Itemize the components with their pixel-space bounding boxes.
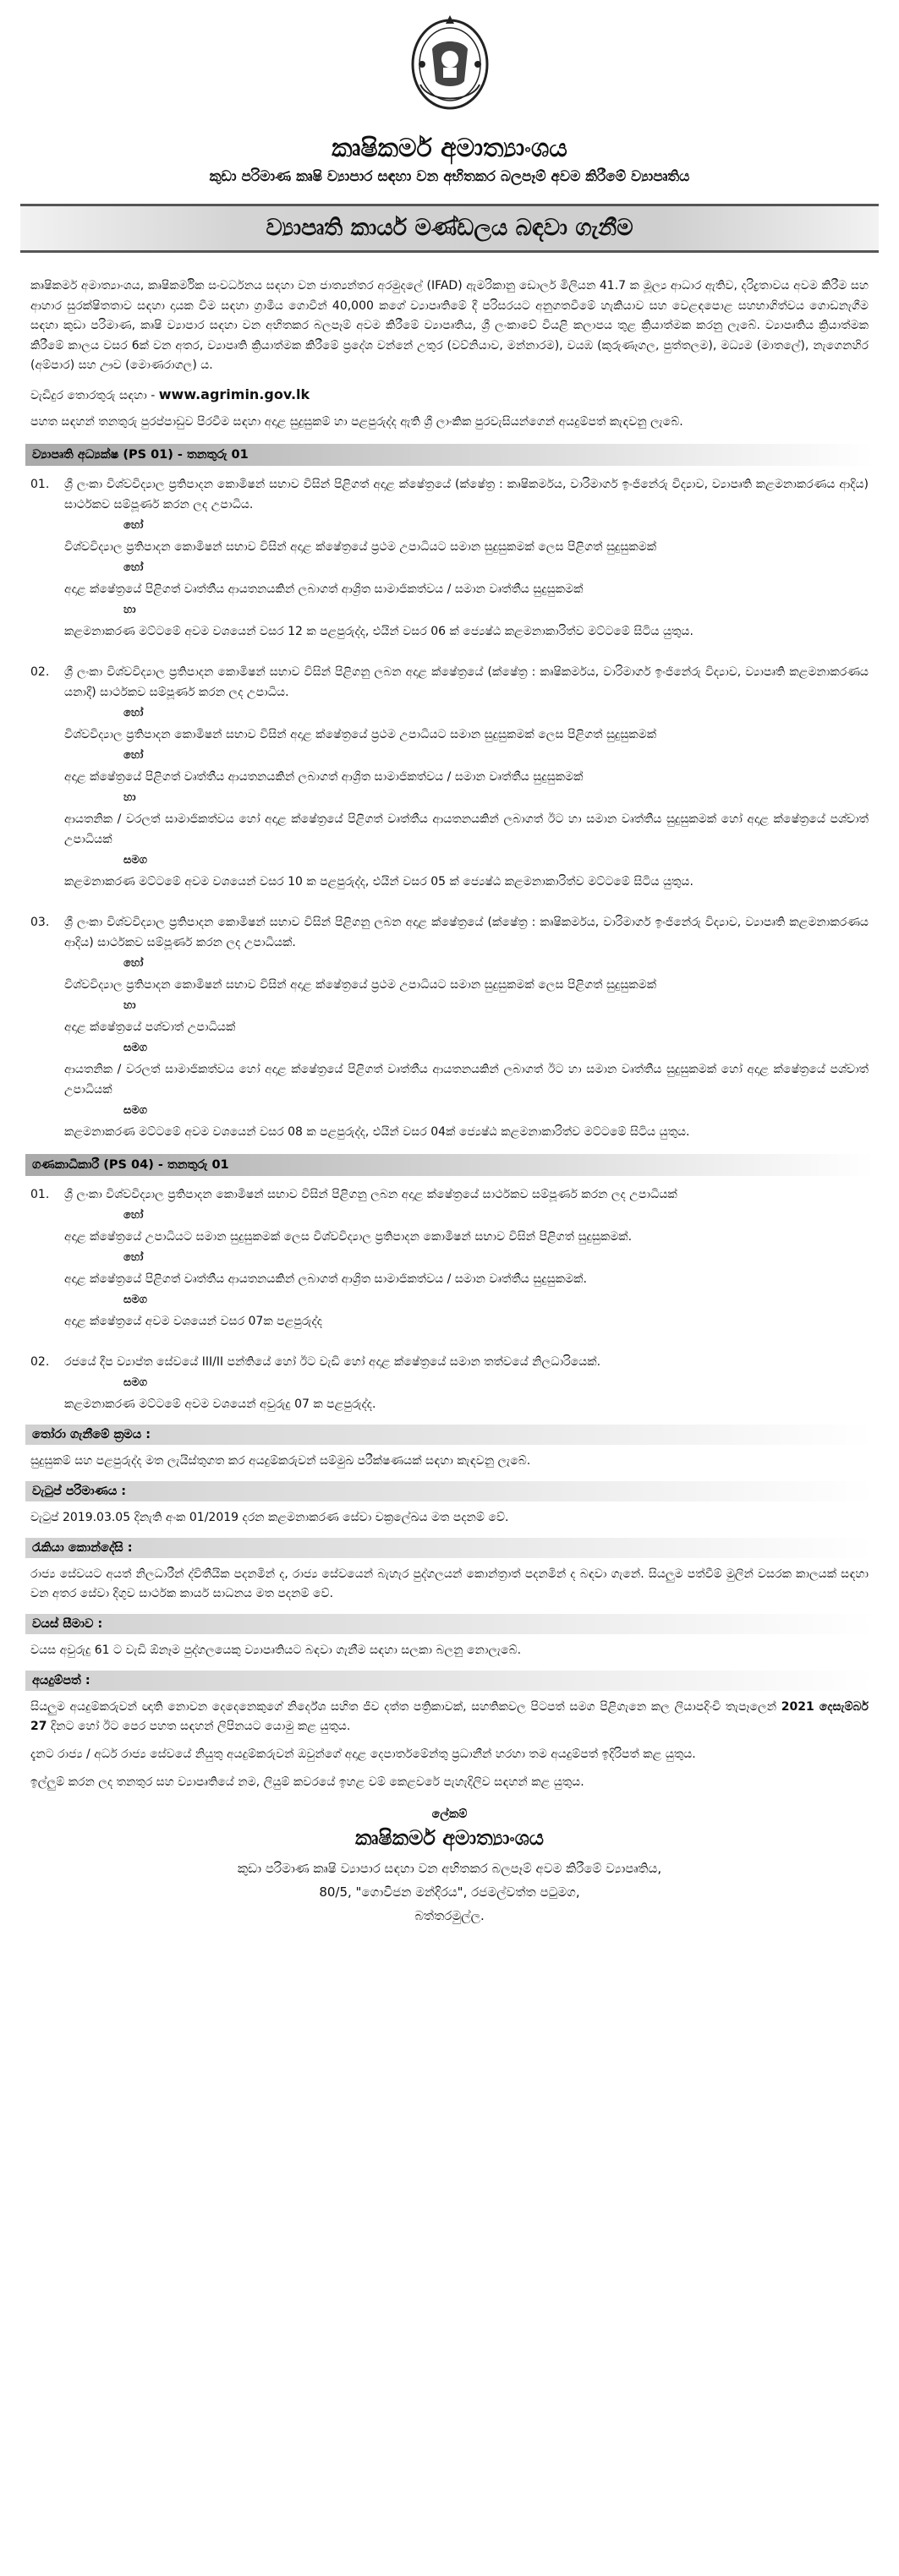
- item-line: අදාළ ක්ෂේත්‍රයේ පිළිගත් වෘත්තීය ආයතනයකින් ලබාගත් ආශ්‍රිත සාමාජිකත්වය / සමාන වෘත්තීය සුදුසුකමක්.: [64, 1272, 587, 1286]
- national-emblem-icon: [403, 8, 496, 114]
- closing-date: 2021 දෙසැම්බර් 27: [30, 1699, 869, 1733]
- ministry-title: කෘෂිකර්ම අමාත්‍යාංශය: [332, 134, 567, 163]
- conjunction: සමග: [123, 1293, 147, 1306]
- section-heading-conditions: රැකියා කොන්දේසි :: [25, 1538, 874, 1558]
- pd-qualification-1: [25, 474, 874, 642]
- recruitment-banner: ව්‍යාපෘති කාර්ය මණ්ඩලය බඳවා ගැනීම: [20, 204, 879, 253]
- section-heading-project-director: ව්‍යාපෘති අධ්‍යක්ෂ (PS 01) - තනතුරු 01: [25, 444, 874, 466]
- item-line: ආයතනික / වරලත් සාමාජිකත්වය හෝ අදාළ ක්ෂේත්‍රයේ පිළිගත් වෘත්තීය ආයතනයකින් ලබාගත් ඊට හා සමාන වෘත්තීය සුදුසුකමක් හෝ අදාළ ක්ෂේත්‍රයේ පශ්චාත් උපාධියක්: [64, 812, 869, 846]
- pd-qualification-2: [25, 662, 874, 892]
- section-heading-age: වයස් සීමාව :: [25, 1614, 874, 1634]
- selection-text: සුදුසුකම් සහ පළපුරුද්ද මත ලැයිස්තුගත කර අයදුම්කරුවන් සම්මුඛ පරීක්ෂණයක් සඳහා කැඳවනු ලැබේ.: [30, 1453, 531, 1468]
- conjunction: හෝ: [123, 956, 144, 970]
- item-line: කළමනාකරණ මට්ටමේ අවම වශයෙන් වසර 12 ක පළපුරුද්ද, එයින් වසර 06 ක් ජ්‍යෙෂ්ඨ කළමනාකාරිත්ව මට්ටමේ සිටිය යුතුය.: [64, 624, 693, 638]
- item-text: රජයේ දීප ව්‍යාප්ත සේවයේ III/II පන්තියේ හෝ ඊට වැඩි හෝ අදාළ ක්ෂේත්‍රයේ සමාන තත්වයේ නිලධාරියෙක්.: [64, 1354, 601, 1369]
- application-paragraph-2: දැනට රාජ්‍ය / අර්ධ රාජ්‍ය සේවයේ නියුතු අයදුම්කරුවන් ඔවුන්ගේ අදාළ දෙපාර්තමේන්තු ප්‍රධානීන් හරහා තම අයදුම්පත් ඉදිරිපත් කළ යුතුය.: [30, 1747, 696, 1761]
- application-text-end: දිනට හෝ ඊට පෙර පහත සඳහන් ලිපිනයට යොමු කළ යුතුය.: [47, 1719, 351, 1733]
- emblem-area: [25, 0, 874, 127]
- application-paragraph-3: ඉල්ලුම් කරන ලද තනතුර සහ ව්‍යාපෘතියේ නම, ලියුම් කවරයේ ඉහළ වම් කෙළවරේ පැහැදිලිව සඳහන් කළ යුතුය.: [30, 1775, 584, 1789]
- item-line: අදාළ ක්ෂේත්‍රයේ උපාධියට සමාන සුදුසුකමක් ලෙස විශ්වවිද්‍යාල ප්‍රතිපාදන කොමිෂන් සභාව විසින් පිළිගත් සුදුසුකමක්.: [64, 1229, 633, 1244]
- acc-qualification-2: [25, 1352, 874, 1414]
- salary-text: වැටුප් 2019.03.05 දිනැති අංක 01/2019 දරන කළමනාකරණ සේවා චක්‍රලේඛය මත පදනම් වේ.: [30, 1510, 509, 1524]
- section-heading-application: අයදුම්පත් :: [25, 1671, 874, 1691]
- item-line: අදාළ ක්ෂේත්‍රයේ පිළිගත් වෘත්තීය ආයතනයකින් ලබාගත් ආශ්‍රිත සාමාජිකත්වය / සමාන වෘත්තීය සුදුසුකමක්: [64, 582, 584, 596]
- footer-city: බත්තරමුල්ල.: [414, 1907, 485, 1923]
- item-line: අදාළ ක්ෂේත්‍රයේ පිළිගත් වෘත්තීය ආයතනයකින් ලබාගත් ආශ්‍රිත සාමාජිකත්වය / සමාන වෘත්තීය සුදුසුකමක්: [64, 769, 584, 784]
- project-title: කුඩා පරිමාණ කෘෂි ව්‍යාපාර සඳහා වන අභිතකර බලපෑම් අවම කිරීමේ ව්‍යාපෘතිය: [209, 168, 690, 185]
- conjunction: හා: [123, 790, 136, 804]
- item-line: කළමනාකරණ මට්ටමේ අවම වශයෙන් වසර 10 ක පළපුරුද්ද, එයින් වසර 05 ක් ජ්‍යෙෂ්ඨ කළමනාකාරිත්ව මට්ටමේ සිටිය යුතුය.: [64, 874, 693, 889]
- item-number: 02.: [30, 665, 50, 679]
- conjunction: හෝ: [123, 1208, 144, 1222]
- conjunction: හෝ: [123, 1250, 144, 1264]
- section-heading-salary: වැටුප් පරිමාණය :: [25, 1481, 874, 1501]
- item-text: ශ්‍රී ලංකා විශ්වවිද්‍යාල ප්‍රතිපාදන කොමිෂන් සභාව විසින් පිළිගනු ලබන අදාළ ක්ෂේත්‍රයේ (ක්ෂේත්‍ර : කෘෂිකර්මය, වාරිමාර්ග ඉංජිනේරු විද්‍යාව, ව්‍යාපෘති කළමනාකරණය ආදිය) සාර්ථකව සම්පූර්ණ කරන ලද උපාධියක්.: [64, 915, 869, 949]
- conjunction: හා: [123, 603, 136, 616]
- item-number: 01.: [30, 477, 50, 491]
- conjunction: හෝ: [123, 518, 144, 532]
- apply-note: පහත සඳහන් තනතුරු පුරප්පාඩුව පිරවීම සඳහා අදාළ සුදුසුකම් හා පළපුරුද්ද ඇති ශ්‍රී ලාංකික පුරවැසියන්ගෙන් අයදුම්පත් කැඳවනු ලැබේ.: [30, 414, 683, 429]
- item-text: ශ්‍රී ලංකා විශ්වවිද්‍යාල ප්‍රතිපාදන කොමිෂන් සභාව විසින් පිළිගත් අදාළ ක්ෂේත්‍රයේ (ක්ෂේත්‍ර : කෘෂිකර්මය, වාරිමාර්ග ඉංජිනේරු විද්‍යාව, ව්‍යාපෘති කළමනාකරණය ආදිය) සාර්ථකව සම්පූර්ණ කරන ලද උපාධිය.: [64, 477, 869, 511]
- item-line: කළමනාකරණ මට්ටමේ අවම වශයෙන් අවුරුදු 07 ක පළපුරුද්ද.: [64, 1397, 376, 1411]
- item-line: විශ්වවිද්‍යාල ප්‍රතිපාදන කොමිෂන් සභාව විසින් අදාළ ක්ෂේත්‍රයේ ප්‍රථම උපාධියට සමාන සුදුසුකමක් ලෙස පිළිගත් සුදුසුකමක්: [64, 977, 657, 992]
- conjunction: හෝ: [123, 706, 144, 719]
- item-text: ශ්‍රී ලංකා විශ්වවිද්‍යාල ප්‍රතිපාදන කොමිෂන් සභාව විසින් පිළිගනු ලබන අදාළ ක්ෂේත්‍රයේ (ක්ෂේත්‍ර : කෘෂිකර්මය, වාරිමාර්ග ඉංජිනේරු විද්‍යාව, ව්‍යාපෘති කළමනාකරණය යනාදී) සාර්ථකව සම්පූර්ණ කරන ලද උපාධිය.: [64, 665, 869, 699]
- conjunction: සමග: [123, 853, 147, 867]
- footer-secretary: ලේකම්: [431, 1807, 468, 1821]
- footer-address: 80/5, "ගොවිජන මන්දිරය", රජමල්වත්ත පටුමග,: [319, 1884, 580, 1900]
- age-text: වයස අවුරුදු 61 ට වැඩි ඕනෑම පුද්ගලයෙකු ව්‍යාපෘතියට බඳවා ගැනීම සඳහා සලකා බලනු නොලැබේ.: [30, 1643, 522, 1657]
- item-number: 03.: [30, 915, 50, 929]
- item-line: විශ්වවිද්‍යාල ප්‍රතිපාදන කොමිෂන් සභාව විසින් අදාළ ක්ෂේත්‍රයේ ප්‍රථම උපාධියට සමාන සුදුසුකමක් ලෙස පිළිගත් සුදුසුකමක්: [64, 539, 657, 554]
- application-paragraph-1: [30, 1698, 869, 1736]
- item-text: ශ්‍රී ලංකා විශ්වවිද්‍යාල ප්‍රතිපාදන කොමිෂන් සභාව විසින් පිළිගනු ලබන අදාළ ක්ෂේත්‍රයේ සාර්ථකව සම්පූර්ණ කරන ලද උපාධියක්: [64, 1187, 677, 1201]
- footer-ministry: කෘෂිකර්ම අමාත්‍යාංශය: [355, 1825, 544, 1850]
- intro-paragraph: කෘෂිකර්ම අමාත්‍යාංශය, කෘෂිකර්මික සංවර්ධනය සඳහා වන ජාත්‍යන්තර අරමුදලේ (IFAD) ඇමරිකානු ඩොලර් මිලියන 41.7 ක මූල්‍ය ආධාර ඇතිව, දරිද්‍රතාවය අවම කිරීම සහ ආහාර සුරක්ෂිතතාව සඳහා දායක වීම සඳහා ග්‍රාමීය ගොවීන් 40,000 කගේ ව්‍යාපෘතිමේ දී පරිසරයට අනුගතවීමේ හැකියාව සහ වෙළඳපොළ සහභාගිත්වය ගොඩනැගීම සඳහා කුඩා පරිමාණ, කෘෂි ව්‍යාපාර සඳහා වන අභිතකර බලපෑම් අවම කිරීමේ ව්‍යාපෘතිය, ශ්‍රී ලංකාවේ වියළි කලාපය තුළ ක්‍රියාත්මක කරනු ලැබේ. ව්‍යාපෘතිය ක්‍රියාත්මක කිරීමේ කාලය වසර 6ක් වන අතර, ව්‍යාපෘති ක්‍රියාත්මක කිරීමේ ප්‍රදේශ වන්නේ උතුර (වව්නියාව, මන්නාරම), වයඹ (කුරුණෑගල, පුත්තලම), මධ්‍යම (මාතලේ), නැගෙනහිර (අම්පාර) සහ ඌව (මොණරාගල) ය.: [30, 279, 869, 372]
- conditions-text: රාජ්‍ය සේවයට අයත් නිලධාරීන් ද්විතීයික පදනමින් ද, රාජ්‍ය සේවයෙන් බැහැර පුද්ගලයන් කොන්ත්‍රාත් පදනමින් ද බඳවා ගැනේ. සියලුම පත්වීම් මුලින් වසරක කාලයක් සඳහා වන අතර සේවා දිගුව සාර්ථක කාර්ය සාධනය මත පදනම් වේ.: [30, 1567, 869, 1600]
- section-heading-accountant: ගණකාධිකාරී (PS 04) - තනතුරු 01: [25, 1154, 874, 1176]
- conjunction: හෝ: [123, 561, 144, 574]
- item-line: කළමනාකරණ මට්ටමේ අවම වශයෙන් වසර 08 ක පළපුරුද්ද, එයින් වසර 04ක් ජ්‍යෙෂ්ඨ කළමනාකාරිත්ව මට්ටමේ සිටිය යුතුය.: [64, 1124, 690, 1139]
- conjunction: හා: [123, 998, 136, 1012]
- acc-qualification-1: [25, 1184, 874, 1332]
- more-info-prefix: වැඩිදුර තොරතුරු සඳහා -: [30, 388, 159, 402]
- item-line: විශ්වවිද්‍යාල ප්‍රතිපාදන කොමිෂන් සභාව විසින් අදාළ ක්ෂේත්‍රයේ ප්‍රථම උපාධියට සමාන සුදුසුකමක් ලෙස පිළිගත් සුදුසුකමක්: [64, 727, 657, 741]
- item-number: 01.: [30, 1187, 50, 1201]
- more-info-line: [30, 385, 869, 406]
- item-line: අදාළ ක්ෂේත්‍රයේ අවම වශයෙන් වසර 07ක පළපුරුද්ද: [64, 1314, 322, 1328]
- footer-project: කුඩා පරිමාණ කෘෂි ව්‍යාපාර සඳහා වන අභිතකර බලපෑම් අවම කිරීමේ ව්‍යාපෘතිය,: [237, 1860, 662, 1876]
- footer-address-block: [25, 1808, 874, 1928]
- conjunction: සමග: [123, 1041, 147, 1054]
- section-heading-selection: තෝරා ගැනීමේ ක්‍රමය :: [25, 1425, 874, 1445]
- pd-qualification-3: [25, 912, 874, 1142]
- conjunction: සමග: [123, 1376, 147, 1389]
- item-number: 02.: [30, 1354, 50, 1369]
- conjunction: හෝ: [123, 748, 144, 762]
- conjunction: සමග: [123, 1103, 147, 1117]
- item-line: අදාළ ක්ෂේත්‍රයේ පශ්චාත් උපාධියක්: [64, 1020, 236, 1034]
- item-line: ආයතනික / වරලත් සාමාජිකත්වය හෝ අදාළ ක්ෂේත්‍රයේ පිළිගත් වෘත්තීය ආයතනයකින් ලබාගත් ඊට හා සමාන වෘත්තීය සුදුසුකමක් හෝ අදාළ ක්ෂේත්‍රයේ පශ්චාත් උපාධියක්: [64, 1062, 869, 1097]
- application-text-start: සියලුම අයදුම්කරුවන් ඥාති නොවන දෙදෙනෙකුගේ නිර්දේශ සහිත ජීව දත්ත පත්‍රිකාවක්, සහතිකවල පිටපත් සමග පිළිගැනෙ කල ලියාපදිංචි තැපෑලෙන්: [30, 1699, 781, 1714]
- website-link[interactable]: www.agrimin.gov.lk: [158, 386, 310, 402]
